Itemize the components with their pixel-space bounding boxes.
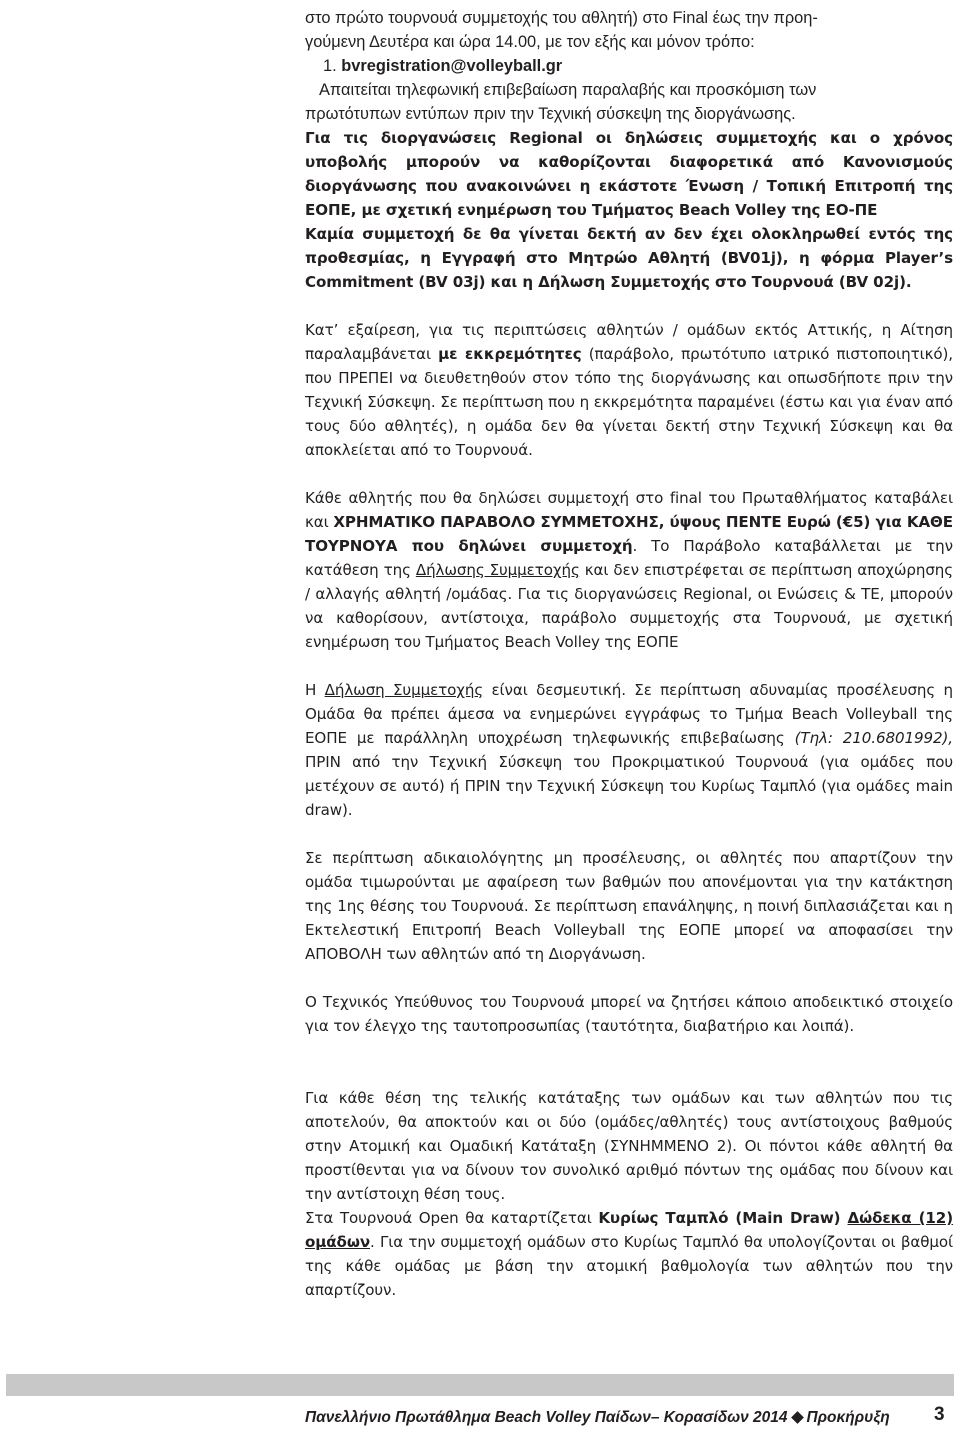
intro-line: πρωτότυπων εντύπων πριν την Τεχνική σύσκεψη της διοργάνωσης.	[305, 105, 796, 123]
id-check-paragraph: Ο Τεχνικός Υπεύθυνος του Τουρνουά μπορεί να ζητήσει κάποιο αποδεικτικό στοιχείο για τον έλεγχο της ταυτοπροσωπίας (ταυτότητα, διαβατήριο και λοιπά).	[305, 993, 953, 1035]
footer-bar	[6, 1374, 954, 1396]
fee-text: και δεν επιστρέφεται σε περίπτωση αποχώρησης / αλλαγής αθλητή /ομάδας. Για τις διοργανώσεις Regional, οι Ενώσεις & ΤΕ, μπορούν να καθορίσουν, αντίστοιχα, παράβολο συμμετοχής στα Τουρνουά, με σχετική ενημέρωση του Τμήματος Beach Volley της ΕΟΠΕ	[305, 561, 954, 651]
regional-paragraph: Για τις διοργανώσεις Regional οι δηλώσεις συμμετοχής και ο χρόνος υποβολής μπορούν να καθορίζονται διαφορετικά από Κανονισμούς διοργάνωσης που ανακοινώνει η εκάστοτε Ένωση / Τοπική Επιτροπή της ΕΟΠΕ, με σχετική ενημέρωση του Τμήματος Beach Volley της ΕΟ-ΠΕ	[305, 129, 953, 219]
exception-text: (παράβολο, πρωτότυπο ιατρικό πιστοποιητικό), που ΠΡΕΠΕΙ να διευθετηθούν στον τόπο της διοργάνωσης και οπωσδήποτε πριν την Τεχνική Σύσκεψη. Σε περίπτωση που η εκκρεμότητα παραμένει (έστω και για έναν από τους δύο αθλητές), η ομάδα δεν θα γίνεται δεκτή στην Τεχνική Σύσκεψη και θα αποκλείεται από το Τουρνουά.	[305, 345, 954, 459]
penalty-paragraph: Σε περίπτωση αδικαιολόγητης μη προσέλευσης, οι αθλητές που απαρτίζουν την ομάδα τιμωρούνται με αφαίρεση των βαθμών που απονέμονται για την κατάκτηση της 1ης θέσης του Τουρνουά. Σε περίπτωση επανάληψης, η ποινή διπλασιάζεται και η Εκτελεστική Επιτροπή Beach Volleyball της ΕΟΠΕ μπορεί να αποφασίσει την ΑΠΟΒΟΛΗ των αθλητών από τη Διοργάνωση.	[305, 849, 953, 963]
exception-text: Κατ’ εξαίρεση, για τις περιπτώσεις αθλητών / ομάδων εκτός Αττικής, η Αίτηση παραλαμβάνεται	[305, 321, 953, 363]
email-item	[305, 54, 953, 78]
phone-number: (Τηλ: 210.6801992),	[794, 729, 953, 747]
open-draw-bold-underline-text: Δώδεκα (12) ομάδων	[305, 1209, 954, 1251]
footer-title-text: Πανελλήνιο Πρωτάθλημα Beach Volley Παίδων– Κορασίδων 2014	[305, 1409, 788, 1426]
email-item-number: 1.	[323, 57, 337, 75]
intro-line: Απαιτείται τηλεφωνική επιβεβαίωση παραλαβής και προσκόμιση των	[319, 81, 817, 99]
exception-paragraph	[305, 318, 953, 462]
declaration-text: ΠΡΙΝ από την Τεχνική Σύσκεψη του Προκριματικού Τουρνουά (για ομάδες που μετέχουν σε αυτό) ή ΠΡΙΝ την Τεχνική Σύσκεψη του Κυρίως Ταμπλό (για ομάδες main draw).	[305, 753, 953, 819]
open-draw-text: . Για την συμμετοχή ομάδων στο Κυρίως Ταμπλό θα υπολογίζονται οι βαθμοί της κάθε ομάδας με βάση την ατομική βαθμολογία των αθλητών που την απαρτίζουν.	[305, 1233, 953, 1299]
declaration-text: είναι δεσμευτική. Σε περίπτωση αδυναμίας προσέλευσης η Ομάδα θα πρέπει άμεσα να ενημερώνει εγγράφως το Τμήμα Beach Volleyball της ΕΟΠΕ με παράλληλη υποχρέωση τηλεφωνικής επιβεβαίωσης	[305, 681, 954, 747]
fee-text: Κάθε αθλητής που θα δηλώσει συμμετοχή στο final του Πρωταθλήματος καταβάλει και	[305, 489, 953, 531]
fee-text: . Το Παράβολο καταβάλλεται με την κατάθεση της	[305, 537, 953, 579]
ranking-paragraph: Για κάθε θέση της τελικής κατάταξης των ομάδων και των αθλητών που τις αποτελούν, θα αποκτούν και οι δύο (ομάδες/αθλητές) τους αντίστοιχους βαθμούς στην Ατομική και Ομαδική Κατάταξη (ΣΥΝΗΜΜΕΝΟ 2). Οι πόντοι κάθε αθλητή θα προστίθενται για να δίνουν τον συνολικό αριθμό πόντων της ομάδας που δίνουν και την αντίστοιχη θέση τους.	[305, 1089, 953, 1203]
declaration-underline: Δήλωση Συμμετοχής	[324, 681, 484, 699]
open-draw-text: Στα Τουρνουά Open θα καταρτίζεται	[305, 1209, 599, 1227]
fee-bold: ΧΡΗΜΑΤΙΚΟ ΠΑΡΑΒΟΛΟ ΣΥΜΜΕΤΟΧΗΣ, ύψους ΠΕΝΤΕ Ευρώ (€5) για ΚΑΘΕ ΤΟΥΡΝΟΥΑ που δηλώνει συμμετοχή	[305, 513, 953, 555]
document-body	[305, 6, 953, 1302]
footer-title	[305, 1409, 905, 1427]
intro-line: γούμενη Δευτέρα και ώρα 14.00, με τον εξής και μόνον τρόπο:	[305, 33, 755, 51]
open-draw-paragraph	[305, 1206, 953, 1302]
declaration-paragraph	[305, 678, 953, 822]
page-number: 3	[934, 1404, 945, 1425]
fee-underline: Δήλωσης Συμμετοχής	[415, 561, 580, 579]
diamond-icon	[791, 1411, 804, 1424]
intro-line: στο πρώτο τουρνουά συμμετοχής του αθλητή) στο Final έως την προη-	[305, 9, 818, 27]
exception-bold: με εκκρεμότητες	[438, 345, 582, 363]
deadline-paragraph: Καμία συμμετοχή δε θα γίνεται δεκτή αν δεν έχει ολοκληρωθεί εντός της προθεσμίας, η Εγγραφή στο Μητρώο Αθλητή (BV01j), η φόρμα Player’s Commitment (BV 03j) και η Δήλωση Συμμετοχής στο Τουρνουά (BV 02j).	[305, 225, 953, 291]
fee-paragraph	[305, 486, 953, 654]
email-address[interactable]: bvregistration@volleyball.gr	[341, 57, 563, 75]
declaration-text: Η	[305, 681, 325, 699]
footer-section-text: Προκήρυξη	[806, 1409, 890, 1426]
open-draw-bold: Κυρίως Ταμπλό (Main Draw)	[598, 1209, 848, 1227]
intro-section	[305, 6, 953, 126]
